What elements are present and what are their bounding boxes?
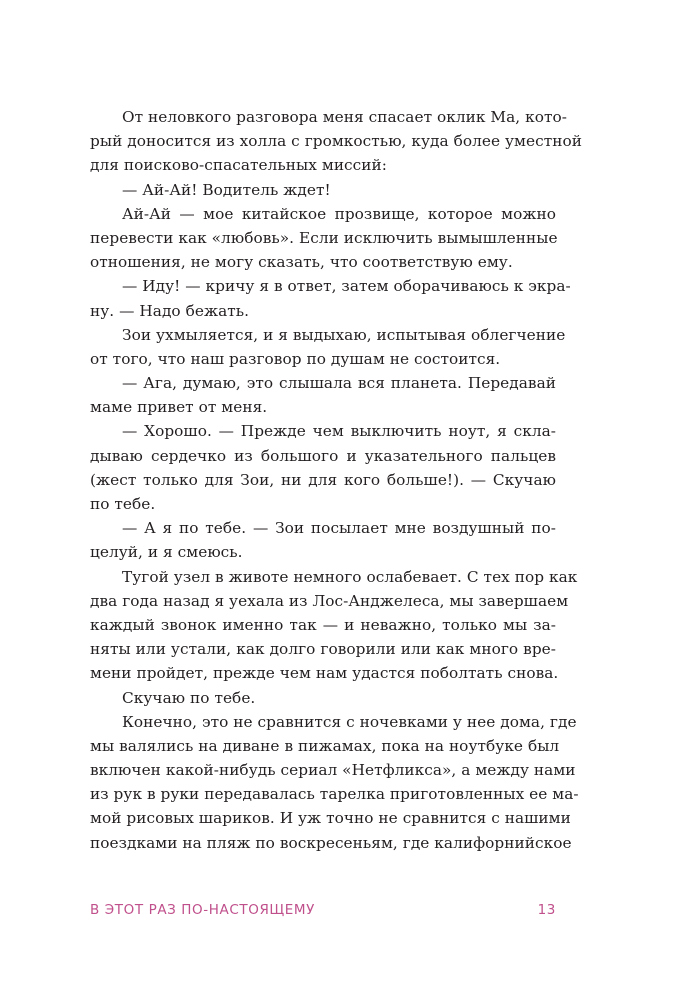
text-line: включен какой-нибудь сериал «Нетфликса», а между нами <box>90 761 576 780</box>
text-line: от того, что наш разговор по душам не состоится. <box>90 349 501 368</box>
text-line: мени пройдет, прежде чем нам удастся поболтать снова. <box>90 664 559 683</box>
text-line: мы валялись на диване в пижамах, пока на ноутбуке был <box>90 736 560 755</box>
text-line: Скучаю по тебе. <box>122 688 256 707</box>
text-line: — Ага, думаю, это слышала вся планета. Передавай <box>122 374 556 393</box>
text-line: — Хорошо. — Прежде чем выключить ноут, я скла- <box>122 422 556 441</box>
text-line: От неловкого разговора меня спасает оклик Ма, кото- <box>122 108 567 126</box>
text-line: Конечно, это не сравнится с ночевками у нее дома, где <box>122 712 577 731</box>
page-number: 13 <box>537 902 556 918</box>
text-line: Тугой узел в животе немного ослабевает. С тех пор как <box>122 567 578 586</box>
text-line: по тебе. <box>90 495 156 513</box>
text-line: из рук в руки передавалась тарелка приготовленных ее ма- <box>90 785 579 804</box>
running-title: В ЭТОТ РАЗ ПО-НАСТОЯЩЕМУ <box>90 902 315 918</box>
text-line: дываю сердечко из большого и указательного пальцев <box>90 446 556 465</box>
text-line: ну. — Надо бежать. <box>90 301 250 320</box>
text-line: — А я по тебе. — Зои посылает мне воздушный по- <box>122 519 556 538</box>
body-text <box>90 105 582 855</box>
text-line: отношения, не могу сказать, что соответствую ему. <box>90 253 513 272</box>
text-line: поездками на пляж по воскресеньям, где калифорнийское <box>90 833 572 852</box>
text-line: Зои ухмыляется, и я выдыхаю, испытывая облегчение <box>122 325 566 344</box>
text-line: — Ай-Ай! Водитель ждет! <box>122 180 331 199</box>
text-line: для поисково-спасательных миссий: <box>90 156 387 175</box>
page-footer <box>90 902 556 924</box>
text-line: — Иду! — кричу я в ответ, затем оборачиваюсь к экра- <box>122 277 571 296</box>
text-line: каждый звонок именно так — и неважно, только мы за- <box>90 615 556 634</box>
text-line: рый доносится из холла с громкостью, куда более уместной <box>90 132 582 151</box>
text-line: мой рисовых шариков. И уж точно не сравнится с нашими <box>90 809 571 828</box>
text-line: няты или устали, как долго говорили или как много вре- <box>90 640 556 659</box>
text-line: целуй, и я смеюсь. <box>90 543 243 562</box>
text-line: перевести как «любовь». Если исключить вымышленные <box>90 228 558 247</box>
text-line: два года назад я уехала из Лос-Анджелеса, мы завершаем <box>90 591 569 610</box>
text-line: Ай-Ай — мое китайское прозвище, которое можно <box>122 204 556 223</box>
text-line: маме привет от меня. <box>90 398 268 417</box>
text-line: (жест только для Зои, ни для кого больше!). — Скучаю <box>90 470 556 489</box>
